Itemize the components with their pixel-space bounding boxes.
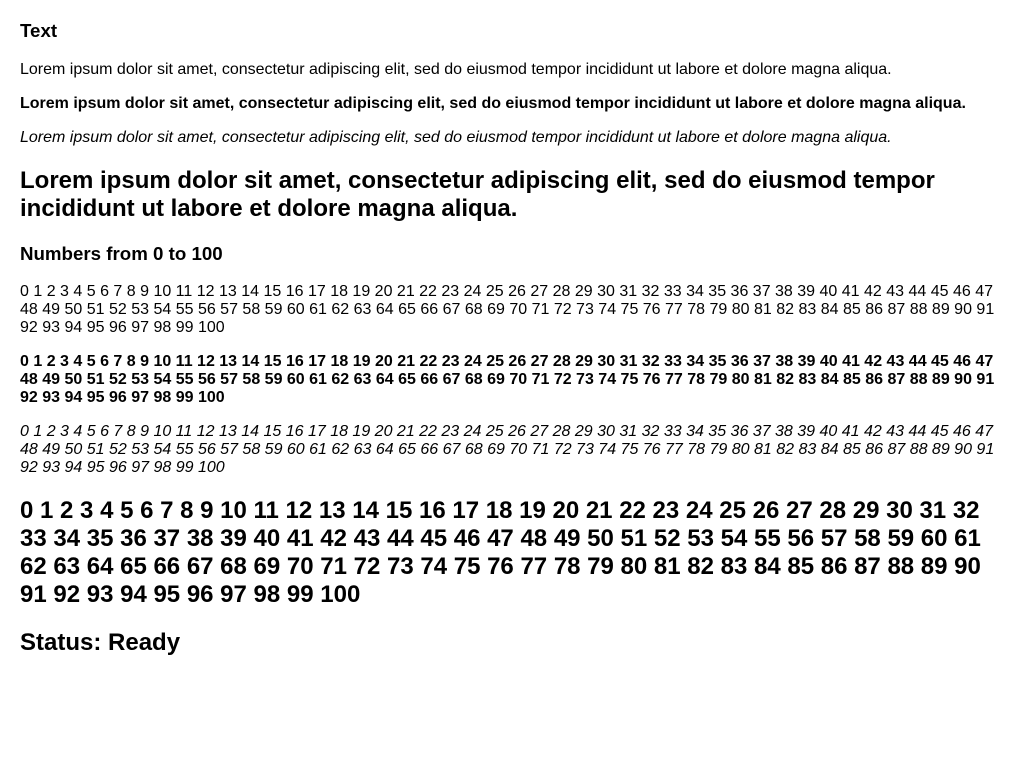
numbers-paragraph-bold: 0 1 2 3 4 5 6 7 8 9 10 11 12 13 14 15 16 17 18 19 20 21 22 23 24 25 26 27 28 29 30 31 32 33 34 35 36 37 38 39 40 41 42 43 44 45 46 47 48 49 50 51 52 53 54 55 56 57 58 59 60 61 62 63 64 65 66 67 68 69 70 71 72 73 74 75 76 77 78 79 80 81 82 83 84 85 86 87 88 89 90 91 92 93 94 95 96 97 98 99 100: [20, 353, 995, 407]
lorem-paragraph-bold: Lorem ipsum dolor sit amet, consectetur adipiscing elit, sed do eiusmod tempor incididunt ut labore et dolore magna aliqua.: [20, 94, 966, 112]
lorem-paragraph-italic: Lorem ipsum dolor sit amet, consectetur adipiscing elit, sed do eiusmod tempor incididunt ut labore et dolore magna aliqua.: [20, 128, 892, 146]
numbers-paragraph-regular: 0 1 2 3 4 5 6 7 8 9 10 11 12 13 14 15 16 17 18 19 20 21 22 23 24 25 26 27 28 29 30 31 32 33 34 35 36 37 38 39 40 41 42 43 44 45 46 47 48 49 50 51 52 53 54 55 56 57 58 59 60 61 62 63 64 65 66 67 68 69 70 71 72 73 74 75 76 77 78 79 80 81 82 83 84 85 86 87 88 89 90 91 92 93 94 95 96 97 98 99 100: [20, 283, 995, 337]
document-body: [20, 20, 1004, 657]
status-value: Ready: [108, 629, 181, 657]
status-heading: [20, 629, 1004, 657]
numbers-paragraph-large-bold: 0 1 2 3 4 5 6 7 8 9 10 11 12 13 14 15 16 17 18 19 20 21 22 23 24 25 26 27 28 29 30 31 32 33 34 35 36 37 38 39 40 41 42 43 44 45 46 47 48 49 50 51 52 53 54 55 56 57 58 59 60 61 62 63 64 65 66 67 68 69 70 71 72 73 74 75 76 77 78 79 80 81 82 83 84 85 86 87 88 89 90 91 92 93 94 95 96 97 98 99 100: [20, 497, 981, 609]
page-title: Text: [20, 20, 58, 41]
status-label: Status:: [20, 629, 102, 657]
numbers-paragraph-italic: 0 1 2 3 4 5 6 7 8 9 10 11 12 13 14 15 16 17 18 19 20 21 22 23 24 25 26 27 28 29 30 31 32 33 34 35 36 37 38 39 40 41 42 43 44 45 46 47 48 49 50 51 52 53 54 55 56 57 58 59 60 61 62 63 64 65 66 67 68 69 70 71 72 73 74 75 76 77 78 79 80 81 82 83 84 85 86 87 88 89 90 91 92 93 94 95 96 97 98 99 100: [20, 423, 995, 477]
numbers-heading: Numbers from 0 to 100: [20, 242, 223, 264]
lorem-paragraph-regular: Lorem ipsum dolor sit amet, consectetur adipiscing elit, sed do eiusmod tempor incididunt ut labore et dolore magna aliqua.: [20, 60, 892, 78]
lorem-heading-large: Lorem ipsum dolor sit amet, consectetur adipiscing elit, sed do eiusmod tempor incididunt ut labore et dolore magna aliqua.: [20, 166, 935, 222]
